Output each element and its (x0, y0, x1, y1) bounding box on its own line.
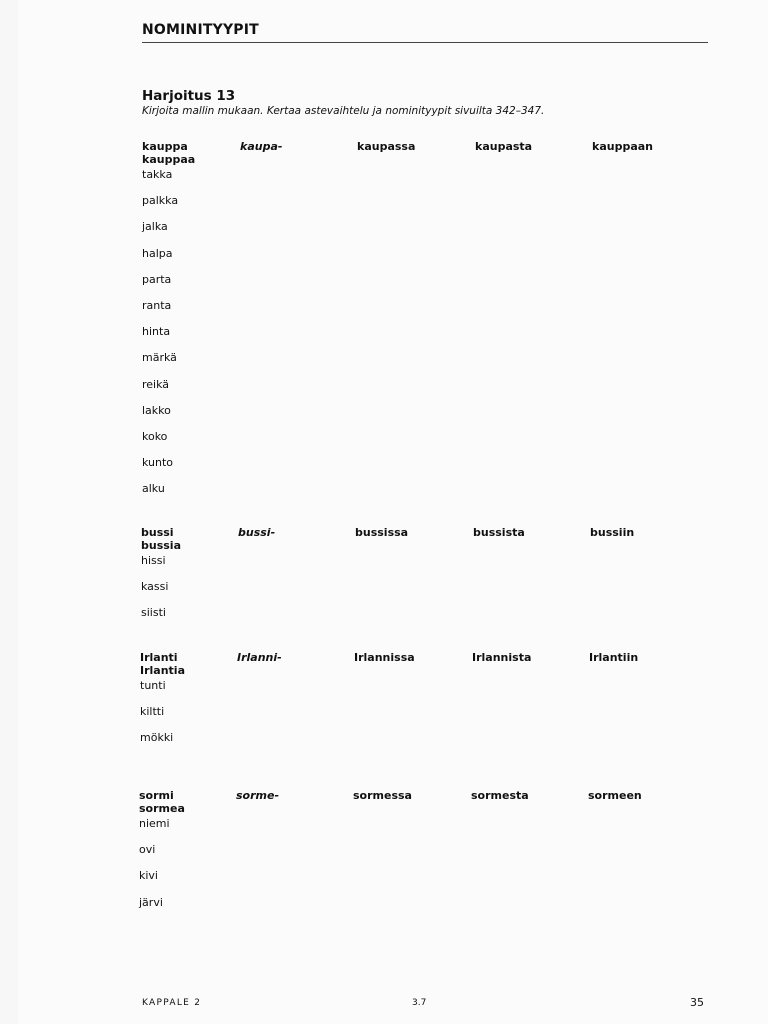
example-nominative-partitive (139, 789, 185, 815)
example-partitive: Irlantia (140, 664, 185, 677)
exercise-word: takka (142, 168, 173, 181)
exercise-word: kunto (142, 456, 174, 470)
word-list (139, 817, 699, 922)
exercise-section-kauppa (142, 140, 702, 508)
exercise-word: lakko (142, 403, 171, 417)
footer-section: 3.7 (412, 998, 427, 1008)
example-inessive: kaupassa (357, 140, 416, 153)
word-list (140, 679, 700, 758)
example-row (142, 140, 702, 168)
example-illative: kauppaan (592, 140, 653, 153)
example-row (139, 789, 699, 817)
exercise-section-bussi (141, 526, 701, 633)
exercise-word: kiltti (140, 705, 165, 719)
exercise-word: järvi (139, 895, 163, 909)
exercise-word: koko (142, 429, 168, 443)
example-elative: kaupasta (475, 140, 533, 153)
exercise-title: Harjoitus 13 (142, 88, 236, 104)
word-list (142, 168, 702, 508)
exercise-word: hinta (142, 325, 171, 339)
example-inessive: sormessa (353, 789, 412, 802)
example-row (141, 526, 701, 554)
example-illative: bussiin (590, 526, 635, 539)
example-nominative-partitive (141, 526, 181, 552)
exercise-word: palkka (142, 194, 179, 208)
exercise-word: reikä (142, 377, 170, 391)
example-partitive: bussia (141, 539, 181, 552)
example-inessive: bussissa (355, 526, 409, 539)
example-inessive: Irlannissa (354, 651, 415, 664)
example-partitive: sormea (139, 802, 185, 815)
exercise-word: märkä (142, 351, 177, 365)
exercise-word: kivi (139, 869, 158, 883)
word-list (141, 554, 701, 633)
exercise-word: halpa (142, 246, 173, 260)
example-elative: Irlannista (472, 651, 532, 664)
example-elative: sormesta (471, 789, 529, 802)
exercise-word: niemi (139, 817, 170, 830)
example-nominative: sormi (139, 789, 174, 802)
example-nominative: bussi (141, 526, 174, 539)
exercise-word: parta (142, 272, 172, 286)
example-stem: Irlanni- (237, 651, 282, 664)
example-nominative-partitive (140, 651, 185, 677)
exercise-word: kassi (141, 580, 169, 594)
example-partitive: kauppaa (142, 153, 196, 166)
footer-chapter: KAPPALE 2 (142, 998, 202, 1008)
example-illative: sormeen (588, 789, 642, 802)
example-stem: sorme- (236, 789, 280, 802)
exercise-section-sormi (139, 789, 699, 922)
example-nominative-partitive (142, 140, 195, 166)
exercise-word: alku (142, 482, 165, 496)
header-rule (142, 42, 708, 43)
exercise-instruction: Kirjoita mallin mukaan. Kertaa astevaihtelu ja nominityypit sivuilta 342–347. (142, 105, 545, 117)
footer-page-number: 35 (690, 996, 704, 1009)
example-nominative: Irlanti (140, 651, 178, 664)
exercise-section-irlanti (140, 651, 700, 758)
exercise-word: ovi (139, 843, 156, 857)
example-illative: Irlantiin (589, 651, 639, 664)
example-elative: bussista (473, 526, 525, 539)
exercise-word: siisti (141, 606, 166, 620)
example-stem: kaupa- (240, 140, 283, 153)
exercise-word: jalka (142, 220, 168, 234)
page-header-title: NOMINITYYPIT (142, 22, 259, 38)
exercise-word: ranta (142, 298, 172, 312)
exercise-word: tunti (140, 679, 166, 692)
example-stem: bussi- (238, 526, 276, 539)
exercise-word: mökki (140, 731, 174, 745)
exercise-word: hissi (141, 554, 166, 567)
example-nominative: kauppa (142, 140, 188, 153)
example-row (140, 651, 700, 679)
